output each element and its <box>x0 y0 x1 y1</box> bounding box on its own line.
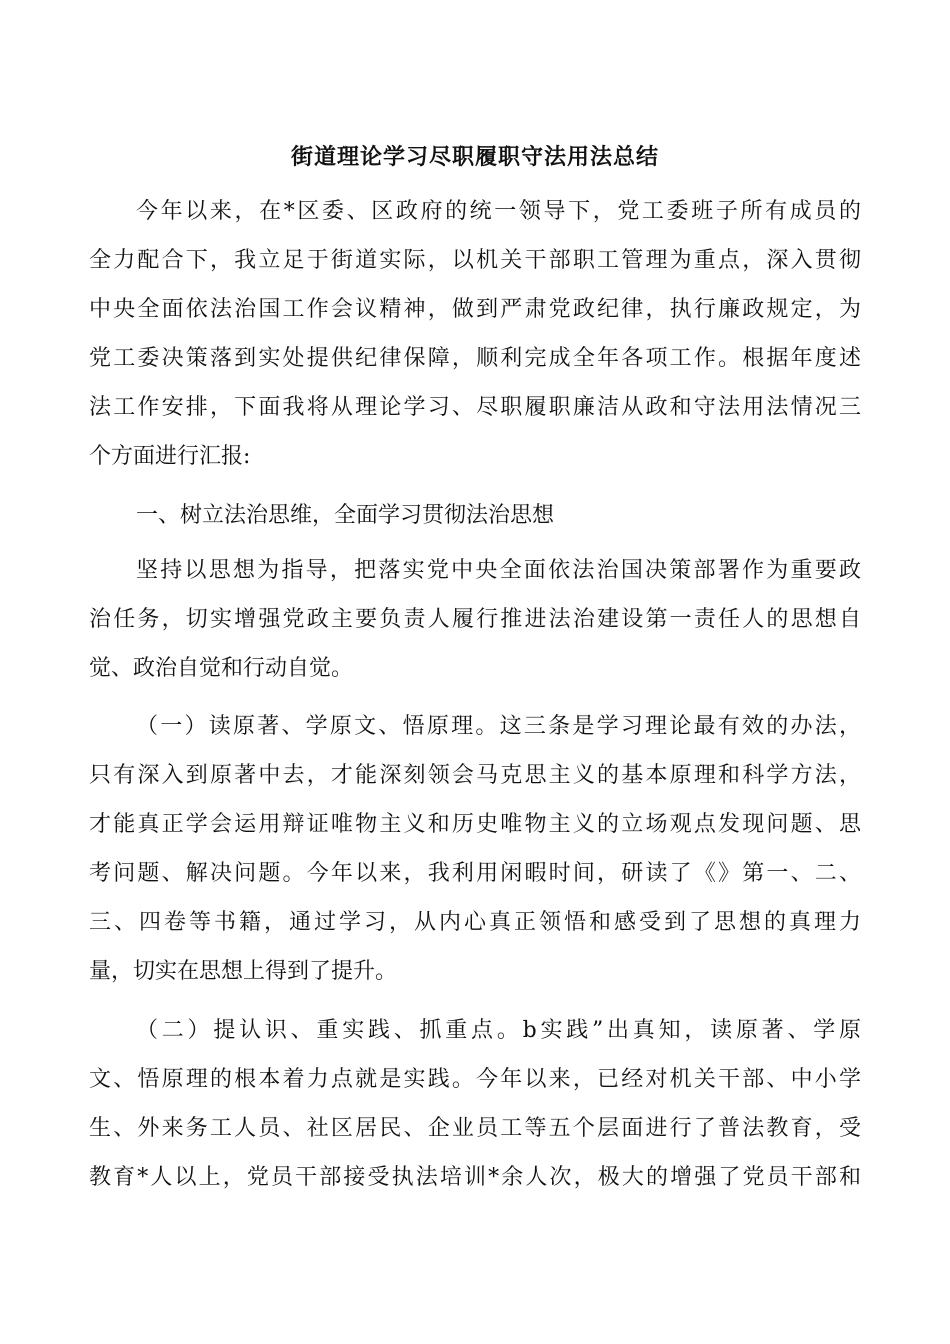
paragraph-line: 今年以来，在*区委、区政府的统一领导下，党工委班子所有成员的 <box>136 199 861 224</box>
paragraph-line: 治任务，切实增强党政主要负责人履行推进法治建设第一责任人的思想自 <box>89 607 861 632</box>
paragraph-line: （二）提认识、重实践、抓重点。b实践”出真知，读原著、学原 <box>136 1018 861 1043</box>
paragraph-line: 生、外来务工人员、社区居民、企业员工等五个层面进行了普法教育，受 <box>89 1116 861 1141</box>
paragraph-line: 中央全面依法治国工作会议精神，做到严肃党政纪律，执行廉政规定，为 <box>89 297 861 322</box>
paragraph-line: 全力配合下，我立足于街道实际，以机关干部职工管理为重点，深入贯彻 <box>89 248 861 273</box>
paragraph-line: 量，切实在思想上得到了提升。 <box>89 959 398 984</box>
paragraph-line: 法工作安排，下面我将从理论学习、尽职履职廉洁从政和守法用法情况三 <box>89 395 861 420</box>
paragraph-line: （一）读原著、学原文、悟原理。这三条是学习理论最有效的办法， <box>136 714 861 739</box>
paragraph-line: 才能真正学会运用辩证唯物主义和历史唯物主义的立场观点发现问题、思 <box>89 812 861 837</box>
paragraph-line: 党工委决策落到实处提供纪律保障，顺利完成全年各项工作。根据年度述 <box>89 346 861 371</box>
document-title: 街道理论学习尽职履职守法用法总结 <box>290 144 659 170</box>
paragraph-line: 教育*人以上，党员干部接受执法培训*余人次，极大的增强了党员干部和 <box>89 1165 861 1190</box>
paragraph-line: 坚持以思想为指导，把落实党中央全面依法治国决策部署作为重要政 <box>136 558 861 583</box>
paragraph-line: 只有深入到原著中去，才能深刻领会马克思主义的基本原理和科学方法， <box>89 763 861 788</box>
section-heading: 一、树立法治思维，全面学习贯彻法治思想 <box>136 503 555 528</box>
paragraph-line: 考问题、解决问题。今年以来，我利用闲暇时间，研读了《》第一、二、 <box>89 861 861 886</box>
paragraph-line: 觉、政治自觉和行动自觉。 <box>89 656 354 681</box>
paragraph-line: 三、四卷等书籍，通过学习，从内心真正领悟和感受到了思想的真理力 <box>89 910 861 935</box>
paragraph-line: 个方面进行汇报: <box>89 444 251 469</box>
paragraph-line: 文、悟原理的根本着力点就是实践。今年以来，已经对机关干部、中小学 <box>89 1067 861 1092</box>
